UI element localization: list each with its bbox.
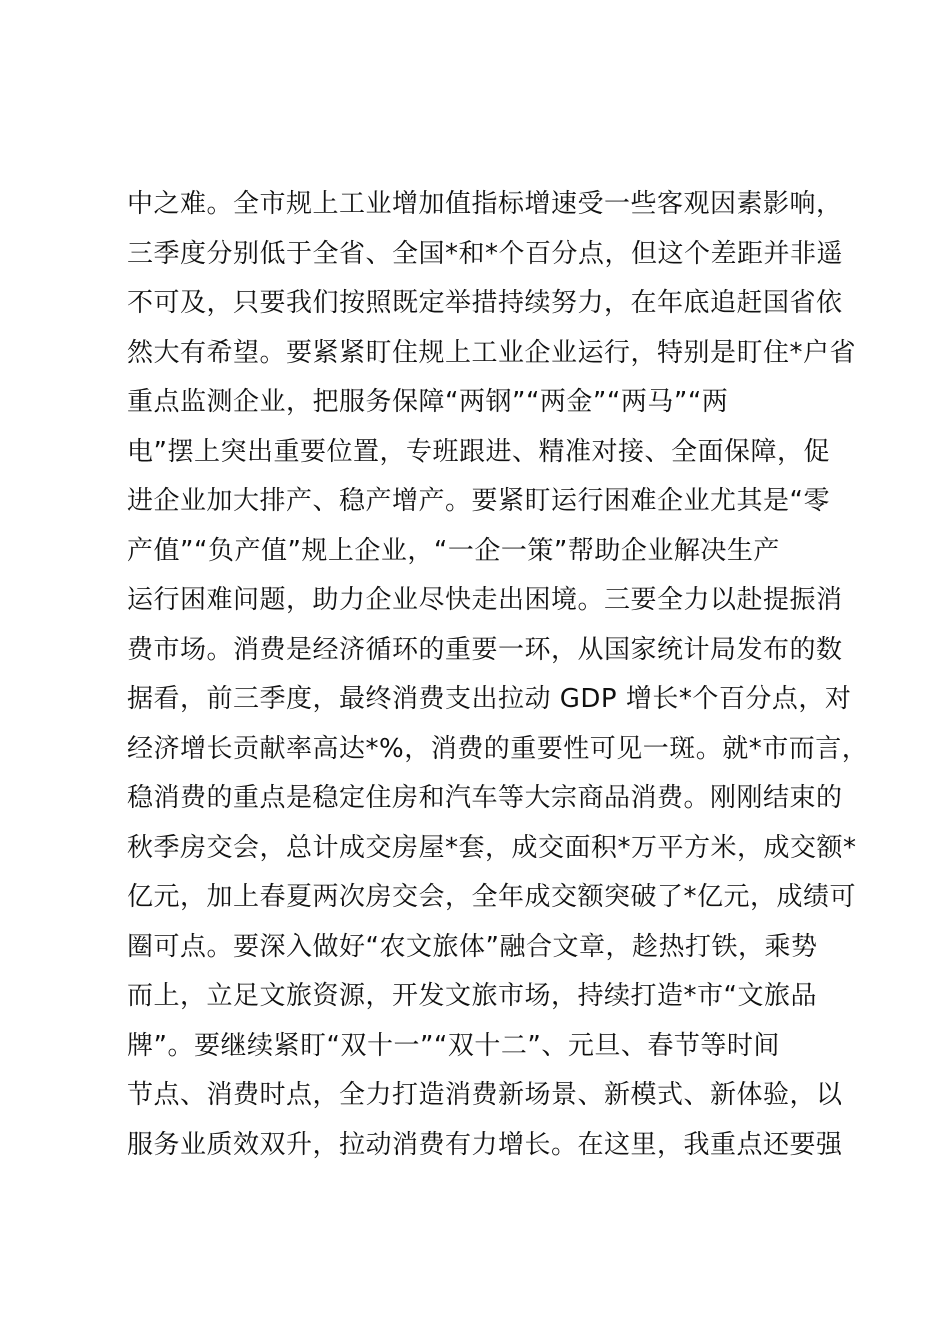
text-line-1: 中之难。全市规上工业增加值指标增速受一些客观因素影响， xyxy=(127,189,843,219)
text-line-5: 重点监测企业，把服务保障“两钢”“两金”“两马”“两 xyxy=(127,387,729,417)
text-line-11: 据看，前三季度，最终消费支出拉动 GDP 增长*个百分点，对 xyxy=(127,684,852,714)
text-line-10: 费市场。消费是经济循环的重要一环，从国家统计局发布的数 xyxy=(127,634,843,665)
text-line-15: 亿元，加上春夏两次房交会，全年成交额突破了*亿元，成绩可 xyxy=(127,882,857,912)
text-line-3: 不可及，只要我们按照既定举措持续努力，在年底追赶国省依 xyxy=(127,288,843,318)
text-line-2: 三季度分别低于全省、全国*和*个百分点，但这个差距并非遥 xyxy=(127,238,844,269)
text-line-7: 进企业加大排产、稳产增产。要紧盯运行困难企业尤其是“零 xyxy=(127,486,830,516)
text-line-8: 产值”“负产值”规上企业，“一企一策”帮助企业解决生产 xyxy=(127,535,780,566)
text-line-16: 圈可点。要深入做好“农文旅体”融合文章，趁热打铁，乘势 xyxy=(127,931,818,962)
text-line-20: 服务业质效双升，拉动消费有力增长。在这里，我重点还要强 xyxy=(127,1129,843,1160)
text-line-18: 牌”。要继续紧盯“双十一”“双十二”、元旦、春节等时间 xyxy=(127,1030,780,1061)
text-line-6: 电”摆上突出重要位置，专班跟进、精准对接、全面保障，促 xyxy=(127,436,830,467)
text-line-19: 节点、消费时点，全力打造消费新场景、新模式、新体验，以 xyxy=(127,1080,843,1110)
text-line-4: 然大有希望。要紧紧盯住规上工业企业运行，特别是盯住*户省 xyxy=(127,337,857,368)
body-text xyxy=(127,180,869,1170)
text-line-9: 运行困难问题，助力企业尽快走出困境。三要全力以赴提振消 xyxy=(127,585,843,615)
text-line-17: 而上，立足文旅资源，开发文旅市场，持续打造*市“文旅品 xyxy=(127,981,817,1011)
text-line-12: 经济增长贡献率高达*%，消费的重要性可见一斑。就*市而言， xyxy=(127,733,869,764)
text-line-14: 秋季房交会，总计成交房屋*套，成交面积*万平方米，成交额* xyxy=(127,832,857,863)
text-line-13: 稳消费的重点是稳定住房和汽车等大宗商品消费。刚刚结束的 xyxy=(127,783,843,813)
